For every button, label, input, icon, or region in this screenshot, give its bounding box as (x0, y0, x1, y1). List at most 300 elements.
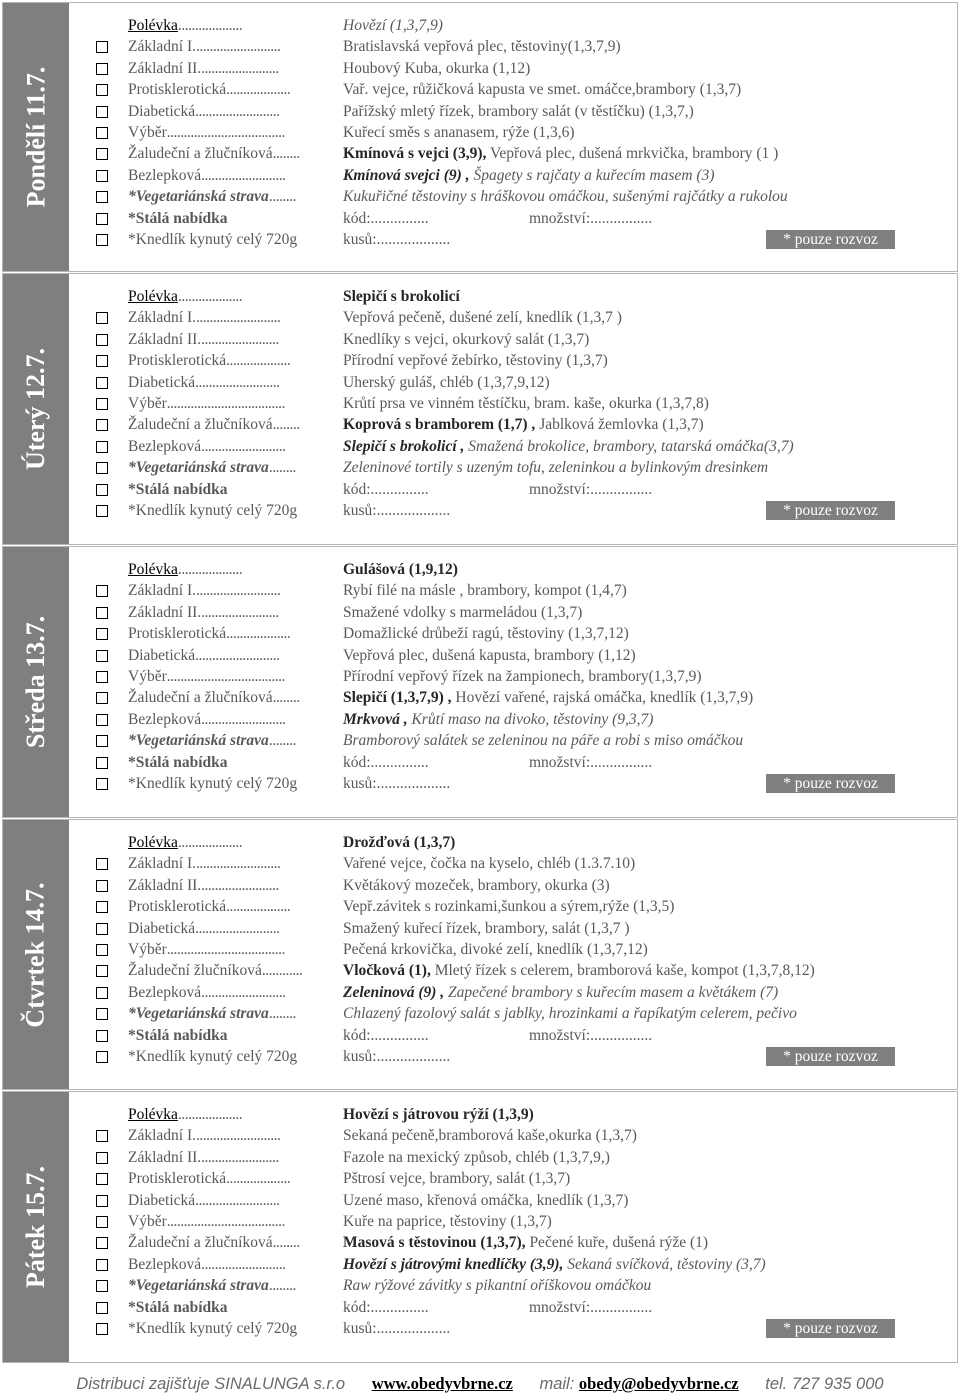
menu-category (128, 1003, 296, 1024)
order-checkbox[interactable] (96, 106, 108, 118)
dish (343, 1003, 797, 1024)
order-checkbox[interactable] (96, 1280, 108, 1292)
leader-dots: ........ (268, 459, 296, 477)
footer-web-link[interactable]: www.obedyvbrne.cz (371, 1374, 513, 1393)
menu-category-label: *Knedlík kynutý celý 720g (128, 501, 298, 519)
order-checkbox[interactable] (96, 858, 108, 870)
order-checkbox[interactable] (96, 398, 108, 410)
order-checkbox[interactable] (96, 987, 108, 999)
menu-row (89, 143, 957, 164)
order-checkbox[interactable] (96, 944, 108, 956)
leader-dots: ......................... (201, 710, 286, 728)
quantity-field[interactable]: množství:................ (529, 480, 653, 498)
order-checkbox[interactable] (96, 1195, 108, 1207)
menu-category (128, 500, 297, 521)
leader-dots: ......................... (196, 38, 281, 56)
menu-row (89, 58, 957, 79)
day-label (3, 274, 69, 544)
order-checkbox[interactable] (96, 965, 108, 977)
menu-category-label: Protisklerotická (128, 898, 227, 916)
menu-category-label: Základní II. (128, 1148, 202, 1166)
leader-dots: ................... (226, 625, 291, 643)
menu-category (128, 559, 242, 580)
menu-category (128, 1232, 300, 1253)
dish-text: Krůtí prsa ve vinném těstíčku, bram. kaše, okurka (1,3,7,8) (343, 394, 709, 412)
menu-category (128, 1254, 286, 1275)
soup-row (89, 286, 957, 307)
dish-text: Pštrosí vejce, brambory, salát (1,3,7) (343, 1170, 571, 1188)
dish-soup-part: Hovězí s játrovými knedlíčky (3,9), (343, 1255, 564, 1273)
menu-category-label: Základní I. (128, 38, 197, 56)
leader-dots: ....................... (201, 603, 279, 621)
menu-category (128, 457, 296, 478)
order-checkbox[interactable] (96, 419, 108, 431)
leader-dots: ....................... (201, 59, 279, 77)
menu-category-label: *Knedlík kynutý celý 720g (128, 1319, 298, 1337)
leader-dots: ......................... (196, 309, 281, 327)
menu-category (128, 286, 242, 307)
menu-category-label: Základní II. (128, 876, 202, 894)
dish (343, 329, 589, 350)
menu-category (128, 896, 290, 917)
menu-row (89, 1297, 957, 1318)
menu-row (89, 1147, 957, 1168)
menu-row (89, 939, 957, 960)
order-checkbox[interactable] (96, 1323, 108, 1335)
menu-row (89, 500, 957, 521)
leader-dots: ................... (177, 1106, 243, 1123)
dish (343, 960, 815, 981)
order-checkbox[interactable] (96, 441, 108, 453)
menu-category-label: Výběr (128, 394, 167, 412)
menu-category (128, 623, 290, 644)
dish (343, 832, 455, 853)
menu-row (89, 1318, 957, 1339)
order-checkbox[interactable] (96, 505, 108, 517)
menu-category-label: *Stálá nabídka (128, 1026, 228, 1044)
menu-category-label: *Knedlík kynutý celý 720g (128, 230, 298, 248)
leader-dots: ........ (268, 188, 296, 206)
dish (343, 1275, 651, 1296)
menu-category-label: Žaludeční a žlučníková (128, 1234, 273, 1252)
dish-text: Kuře na paprice, těstoviny (1,3,7) (343, 1212, 552, 1230)
order-checkbox[interactable] (96, 714, 108, 726)
menu-category (128, 709, 286, 730)
menu-row (89, 709, 957, 730)
dish-soup-part: Kmínová svejci (9) , (343, 166, 470, 184)
dish (343, 602, 582, 623)
menu-row (89, 36, 957, 57)
menu-category (128, 1297, 228, 1318)
dish-text: Houbový Kuba, okurka (1,12) (343, 59, 531, 77)
menu-category-label: *Stálá nabídka (128, 209, 228, 227)
menu-row (89, 1025, 957, 1046)
menu-row (89, 918, 957, 939)
menu-row (89, 773, 957, 794)
day-block (2, 2, 958, 272)
menu-category (128, 186, 296, 207)
order-checkbox[interactable] (96, 170, 108, 182)
order-checkbox[interactable] (96, 334, 108, 346)
menu-row (89, 165, 957, 186)
dish (343, 666, 702, 687)
menu-category (128, 393, 285, 414)
count-field[interactable]: kusů:................... (343, 1319, 451, 1337)
menu-category (128, 479, 228, 500)
leader-dots: ....................... (201, 330, 279, 348)
menu-category-label: Žaludeční a žlučníková (128, 416, 273, 434)
dish (343, 623, 629, 644)
leader-dots: ................................... (166, 667, 285, 685)
menu-category-label: Základní I. (128, 309, 197, 327)
leader-dots: ........ (268, 1277, 296, 1295)
menu-category (128, 372, 280, 393)
order-checkbox[interactable] (96, 484, 108, 496)
menu-rows (89, 1104, 957, 1339)
menu-rows (89, 832, 957, 1067)
menu-category (128, 101, 280, 122)
menu-category (128, 580, 280, 601)
menu-row (89, 666, 957, 687)
menu-row (89, 1003, 957, 1024)
quantity-field[interactable]: množství:................ (529, 753, 653, 771)
dish-text: Špagety s rajčaty a kuřecím masem (3) (469, 166, 715, 184)
dish (343, 939, 648, 960)
dish-text: Bramborový salátek se zeleninou na páře a robi s miso omáčkou (343, 732, 744, 750)
menu-category-label: *Vegetariánská strava (128, 1005, 269, 1023)
leader-dots: ......................... (201, 983, 286, 1001)
quantity-field[interactable]: množství:................ (529, 209, 653, 227)
menu-category (128, 773, 297, 794)
dish (343, 1147, 610, 1168)
menu-category-label: Žaludeční a žlučníková (128, 689, 273, 707)
menu-row (89, 623, 957, 644)
menu-row (89, 1275, 957, 1296)
leader-dots: ................... (177, 17, 243, 34)
menu-category-label: Výběr (128, 940, 167, 958)
leader-dots: ........ (272, 145, 300, 163)
order-checkbox[interactable] (96, 127, 108, 139)
order-checkbox[interactable] (96, 735, 108, 747)
footer (0, 1374, 960, 1394)
dish (343, 1104, 534, 1125)
menu-category-label: Bezlepková (128, 166, 202, 184)
menu-category-label: Žaludeční žlučníková (128, 962, 262, 980)
menu-category (128, 1168, 290, 1189)
order-checkbox[interactable] (96, 462, 108, 474)
menu-category (128, 350, 290, 371)
dish (343, 414, 704, 435)
leader-dots: ................... (177, 834, 243, 851)
leader-dots: ........ (272, 416, 300, 434)
menu-category-label: *Stálá nabídka (128, 753, 228, 771)
order-checkbox[interactable] (96, 650, 108, 662)
dish (343, 286, 460, 307)
order-checkbox[interactable] (96, 1259, 108, 1271)
leader-dots: ......................... (195, 373, 280, 391)
menu-category (128, 960, 302, 981)
dish-text: Vařené vejce, čočka na kyselo, chléb (1.3.7.10) (343, 855, 636, 873)
menu-row (89, 393, 957, 414)
menu-row (89, 436, 957, 457)
menu-category (128, 414, 300, 435)
dish (343, 436, 794, 457)
menu-row (89, 1211, 957, 1232)
menu-category-label: *Stálá nabídka (128, 1298, 228, 1316)
dish-soup-part: Slepičí s brokolicí , (343, 437, 465, 455)
footer-phone: tel. 727 935 000 (765, 1375, 884, 1393)
code-field[interactable]: kód:............... (343, 1298, 429, 1316)
leader-dots: ....................... (201, 876, 279, 894)
menu-category (128, 1318, 297, 1339)
dish (343, 1125, 637, 1146)
dish-text: Kuřecí směs s ananasem, rýže (1,3,6) (343, 123, 575, 141)
code-field[interactable]: kód:............... (343, 480, 429, 498)
menu-category (128, 730, 296, 751)
leader-dots: ......................... (201, 437, 286, 455)
dish-text: Domažlické drůbeží ragú, těstoviny (1,3,7,12) (343, 625, 629, 643)
order-checkbox[interactable] (96, 213, 108, 225)
menu-category (128, 1147, 279, 1168)
footer-mail-link[interactable]: obedy@obedyvbrne.cz (578, 1374, 739, 1393)
footer-distributor: Distribuci zajišťuje SINALUNGA s.r.o (76, 1375, 346, 1393)
dish-text: Pečené kuře, dušená rýže (1) (525, 1234, 709, 1252)
order-checkbox[interactable] (96, 778, 108, 790)
menu-category (128, 1104, 242, 1125)
order-checkbox[interactable] (96, 355, 108, 367)
leader-dots: ....................... (201, 1148, 279, 1166)
order-checkbox[interactable] (96, 1216, 108, 1228)
menu-row (89, 580, 957, 601)
day-label-text: Čtvrtek 14.7. (21, 881, 51, 1028)
menu-category (128, 853, 280, 874)
soup-row (89, 1104, 957, 1125)
menu-category-label: Výběr (128, 667, 167, 685)
menu-rows (89, 559, 957, 794)
order-checkbox[interactable] (96, 585, 108, 597)
order-checkbox[interactable] (96, 1302, 108, 1314)
leader-dots: ................................... (166, 1212, 285, 1230)
menu-row (89, 687, 957, 708)
dish-text: Chlazený fazolový salát s jablky, hrozinkami a řapíkatým celerem, pečivo (343, 1005, 797, 1023)
menu-category-label: Výběr (128, 123, 167, 141)
menu-category (128, 208, 228, 229)
leader-dots: ........ (268, 732, 296, 750)
order-checkbox[interactable] (96, 377, 108, 389)
menu-category (128, 1211, 285, 1232)
menu-category-label: *Vegetariánská strava (128, 459, 269, 477)
order-checkbox[interactable] (96, 1008, 108, 1020)
leader-dots: ......................... (196, 582, 281, 600)
menu-category-label: Polévka (128, 561, 178, 578)
quantity-field[interactable]: množství:................ (529, 1026, 653, 1044)
order-checkbox[interactable] (96, 1030, 108, 1042)
order-checkbox[interactable] (96, 312, 108, 324)
soup-row (89, 15, 957, 36)
dish-text: Fazole na mexický způsob, chléb (1,3,7,9,) (343, 1148, 610, 1166)
menu-category-label: Protisklerotická (128, 81, 227, 99)
leader-dots: ................... (177, 288, 243, 305)
leader-dots: ........ (272, 1234, 300, 1252)
count-field[interactable]: kusů:................... (343, 501, 451, 519)
menu-row (89, 414, 957, 435)
order-checkbox[interactable] (96, 1237, 108, 1249)
order-checkbox[interactable] (96, 41, 108, 53)
day-label-text: Pátek 15.7. (21, 1165, 51, 1289)
order-checkbox[interactable] (96, 234, 108, 246)
menu-row (89, 372, 957, 393)
dish-text: Raw rýžové závitky s pikantní oříškovou omáčkou (343, 1277, 652, 1295)
order-checkbox[interactable] (96, 1130, 108, 1142)
order-checkbox[interactable] (96, 84, 108, 96)
day-block (2, 1091, 958, 1363)
dish (343, 101, 694, 122)
day-block (2, 273, 958, 545)
menu-category-label: *Knedlík kynutý celý 720g (128, 1047, 298, 1065)
dish (343, 918, 630, 939)
menu-category (128, 1190, 280, 1211)
order-checkbox[interactable] (96, 63, 108, 75)
order-checkbox[interactable] (96, 191, 108, 203)
order-checkbox[interactable] (96, 1051, 108, 1063)
menu-category (128, 645, 280, 666)
menu-category-label: Základní II. (128, 330, 202, 348)
menu-category (128, 36, 280, 57)
dish-text: Krůtí maso na divoko, těstoviny (9,3,7) (407, 710, 654, 728)
leader-dots: ................................... (166, 123, 285, 141)
menu-row (89, 1254, 957, 1275)
dish (343, 709, 653, 730)
leader-dots: ......................... (195, 919, 280, 937)
menu-row (89, 602, 957, 623)
leader-dots: ......................... (196, 855, 281, 873)
menu-row (89, 122, 957, 143)
menu-row (89, 101, 957, 122)
order-checkbox[interactable] (96, 628, 108, 640)
dish-text: Hovězí (1,3,7,9) (343, 17, 443, 34)
order-checkbox[interactable] (96, 880, 108, 892)
dish-text: Bratislavská vepřová plec, těstoviny(1,3,7,9) (343, 38, 621, 56)
dish-text: Květákový mozeček, brambory, okurka (3) (343, 876, 610, 894)
dish-text: Vepř.závitek s rozinkami,šunkou a sýrem,rýže (1,3,5) (343, 898, 675, 916)
dish-text: Knedlíky s vejci, okurkový salát (1,3,7) (343, 330, 590, 348)
dish (343, 15, 443, 36)
dish-text: Smažená brokolice, brambory, tatarská omáčka(3,7) (464, 437, 794, 455)
code-field[interactable]: kód:............... (343, 1026, 429, 1044)
day-label-text: Středa 13.7. (21, 615, 51, 749)
dish (343, 122, 575, 143)
count-field[interactable]: kusů:................... (343, 1047, 451, 1065)
order-checkbox[interactable] (96, 923, 108, 935)
menu-category-label: Bezlepková (128, 437, 202, 455)
menu-category (128, 982, 286, 1003)
menu-row (89, 1168, 957, 1189)
dish-text: Přírodní vepřový řízek na žampionech, brambory(1,3,7,9) (343, 667, 702, 685)
soup-row (89, 559, 957, 580)
leader-dots: ......................... (201, 166, 286, 184)
menu-category-label: Základní I. (128, 855, 197, 873)
menu-category (128, 58, 279, 79)
menu-category (128, 79, 290, 100)
leader-dots: ................... (226, 81, 291, 99)
order-checkbox[interactable] (96, 1173, 108, 1185)
menu-category-label: Diabetická (128, 102, 196, 120)
dish-text: Hovězí s játrovou rýží (1,3,9) (343, 1106, 534, 1123)
order-checkbox[interactable] (96, 671, 108, 683)
menu-category-label: *Vegetariánská strava (128, 732, 269, 750)
menu-category-label: Diabetická (128, 1191, 196, 1209)
menu-category-label: Polévka (128, 17, 178, 34)
count-field[interactable]: kusů:................... (343, 774, 451, 792)
menu-category-label: Základní II. (128, 59, 202, 77)
dish (343, 143, 778, 164)
menu-category (128, 939, 285, 960)
menu-row (89, 730, 957, 751)
menu-category-label: Žaludeční a žlučníková (128, 145, 273, 163)
menu-category (128, 1025, 228, 1046)
order-checkbox[interactable] (96, 901, 108, 913)
leader-dots: ......................... (195, 646, 280, 664)
menu-category-label: Bezlepková (128, 710, 202, 728)
menu-rows (89, 15, 957, 250)
day-block (2, 546, 958, 818)
dish-soup-part: Mrkvová , (343, 710, 408, 728)
menu-category (128, 329, 279, 350)
order-checkbox[interactable] (96, 692, 108, 704)
dish-soup-part: Masová s těstovinou (1,3,7), (343, 1234, 526, 1252)
menu-row (89, 350, 957, 371)
menu-row (89, 1232, 957, 1253)
dish-text: Jablková žemlovka (1,3,7) (535, 416, 704, 434)
dish-text: Pařížský mletý řízek, brambory salát (v těstíčku) (1,3,7,) (343, 102, 694, 120)
quantity-field[interactable]: množství:................ (529, 1298, 653, 1316)
dish-text: Vepřová plec, dušená mrkvička, brambory (1 ) (486, 145, 779, 163)
dish-text: Kukuřičné těstoviny s hráškovou omáčkou, sušenými rajčátky a rukolou (343, 188, 788, 206)
menu-row (89, 960, 957, 981)
menu-category (128, 666, 285, 687)
dish-text: Uzené maso, křenová omáčka, knedlík (1,3,7) (343, 1191, 629, 1209)
menu-category-label: Protisklerotická (128, 352, 227, 370)
menu-category-label: Diabetická (128, 646, 196, 664)
delivery-only-badge: * pouze rozvoz (766, 1319, 895, 1338)
menu-row (89, 1125, 957, 1146)
dish (343, 687, 753, 708)
count-field[interactable]: kusů:................... (343, 230, 451, 248)
dish-text: Uherský guláš, chléb (1,3,7,9,12) (343, 373, 550, 391)
dish-text: Sekaná svíčková, těstoviny (3,7) (563, 1255, 766, 1273)
dish (343, 393, 709, 414)
menu-category-label: Diabetická (128, 373, 196, 391)
dish (343, 186, 788, 207)
order-checkbox[interactable] (96, 757, 108, 769)
leader-dots: ................... (177, 561, 243, 578)
code-field[interactable]: kód:............... (343, 753, 429, 771)
dish-text: Slepičí s brokolicí (343, 288, 460, 305)
delivery-only-badge: * pouze rozvoz (766, 1047, 895, 1066)
day-label (3, 1092, 69, 1362)
menu-category-label: *Knedlík kynutý celý 720g (128, 774, 298, 792)
code-field[interactable]: kód:............... (343, 209, 429, 227)
menu-category (128, 875, 279, 896)
dish-text: Zeleninové tortily s uzeným tofu, zeleninkou a bylinkovým dresinkem (343, 459, 769, 477)
dish (343, 982, 778, 1003)
dish-text: Smažené vdolky s marmeládou (1,3,7) (343, 603, 583, 621)
order-checkbox[interactable] (96, 148, 108, 160)
menu-row (89, 645, 957, 666)
menu-category (128, 122, 285, 143)
order-checkbox[interactable] (96, 607, 108, 619)
order-checkbox[interactable] (96, 1152, 108, 1164)
